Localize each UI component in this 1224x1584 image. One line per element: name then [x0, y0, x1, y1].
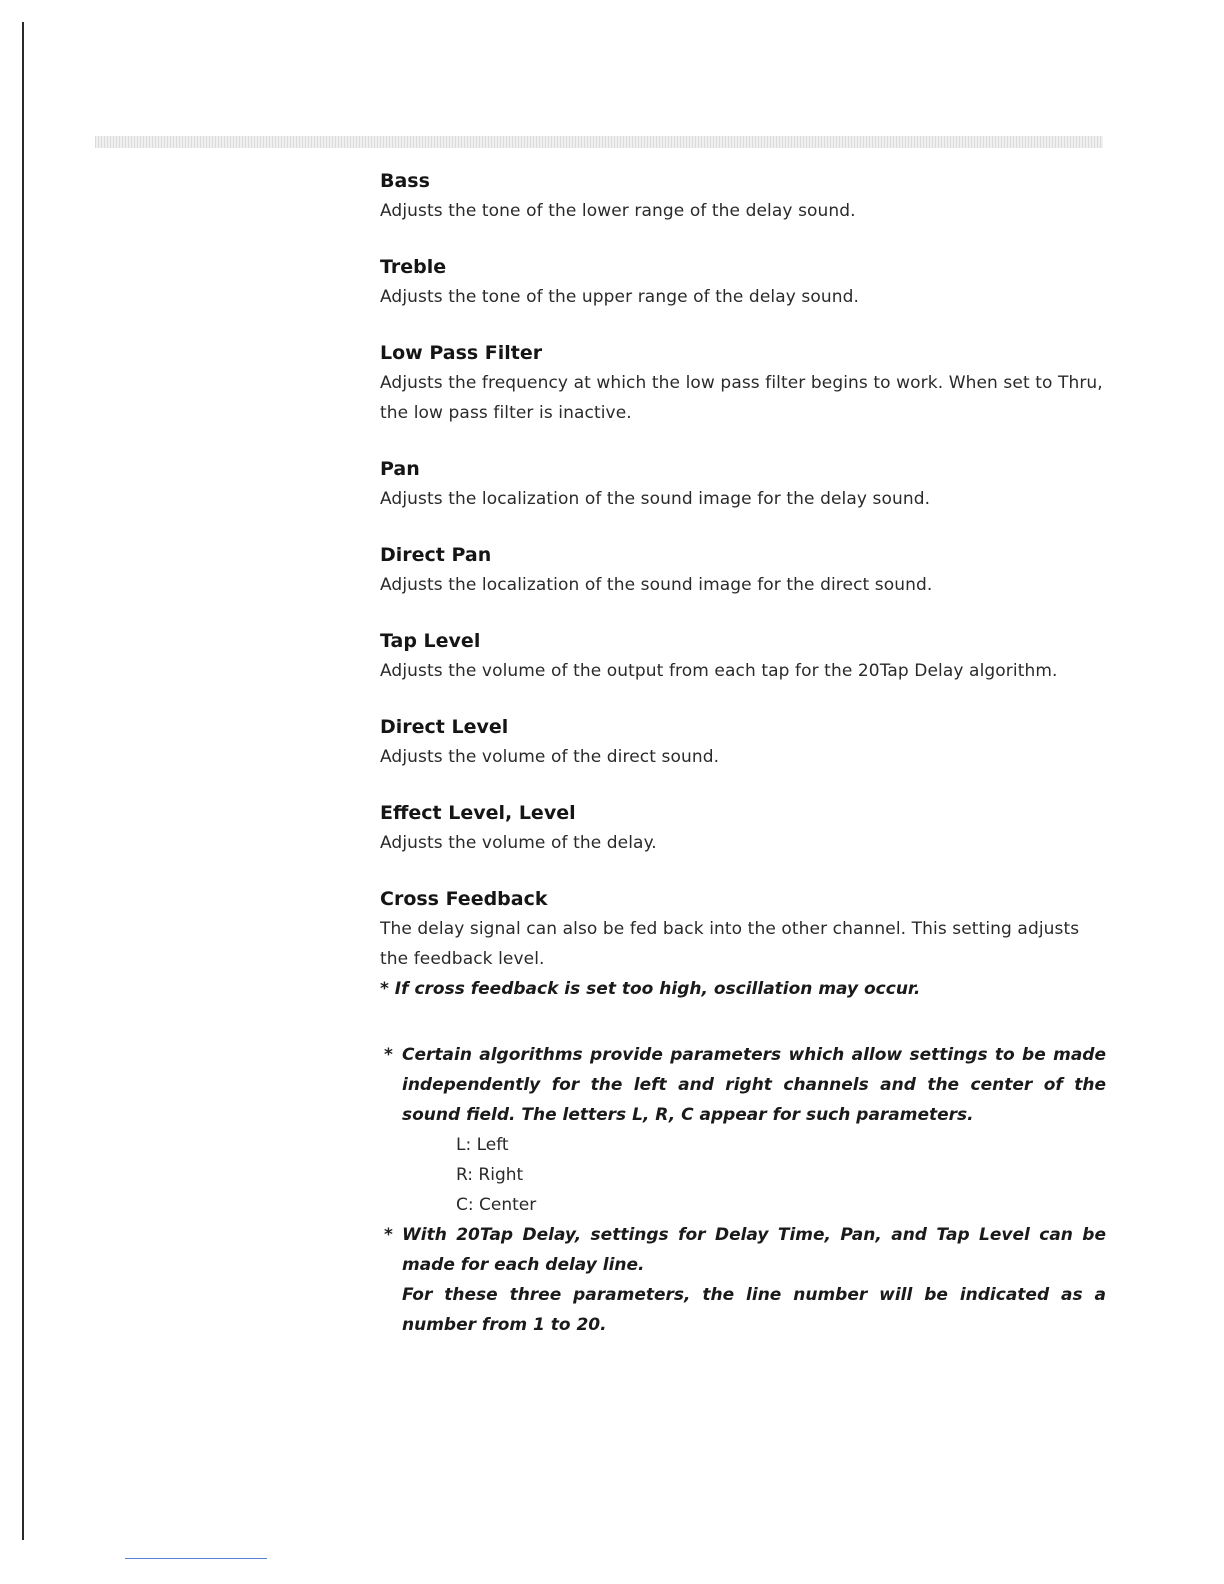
section-title: Cross Feedback: [380, 888, 548, 910]
header-band: [95, 136, 1103, 148]
section-title: Direct Level: [380, 716, 509, 738]
section-cross-feedback: [380, 886, 1106, 1004]
note-text-line-2: For these three parameters, the line number will be indicated as a number from 1 to 20.: [402, 1285, 1106, 1335]
note-item-20tap: [384, 1220, 1106, 1340]
section-pan: [380, 456, 1106, 514]
section-effect-level: [380, 800, 1106, 858]
legend-item-center: C: Center: [456, 1195, 537, 1215]
section-title: Bass: [380, 170, 430, 192]
page-content: [380, 168, 1106, 1340]
legend-item-right: R: Right: [456, 1165, 524, 1185]
section-treble: [380, 254, 1106, 312]
section-direct-level: [380, 714, 1106, 772]
section-body: Adjusts the volume of the direct sound.: [380, 747, 720, 767]
note-item-lcr: [384, 1040, 1106, 1130]
legend-item-left: L: Left: [456, 1135, 509, 1155]
footer-link-underline: [125, 1558, 267, 1559]
section-body: Adjusts the volume of the output from each tap for the 20Tap Delay algorithm.: [380, 661, 1058, 681]
section-tap-level: [380, 628, 1106, 686]
notes-block: [380, 1040, 1106, 1340]
section-body: Adjusts the tone of the lower range of the delay sound.: [380, 201, 856, 221]
bullet-asterisk: *: [384, 1045, 393, 1065]
bullet-asterisk: *: [384, 1225, 393, 1245]
section-title: Treble: [380, 256, 447, 278]
section-title: Pan: [380, 458, 420, 480]
warning-note: * If cross feedback is set too high, oscillation may occur.: [380, 979, 921, 999]
channel-legend: [456, 1130, 1106, 1220]
section-body: Adjusts the frequency at which the low pass filter begins to work. When set to Thru, the low pass filter is inactive.: [380, 373, 1103, 423]
note-text-line-1: With 20Tap Delay, settings for Delay Time, Pan, and Tap Level can be made for each delay line.: [402, 1225, 1106, 1275]
section-body: Adjusts the volume of the delay.: [380, 833, 657, 853]
note-text: [402, 1220, 1106, 1340]
section-title: Low Pass Filter: [380, 342, 543, 364]
section-body: Adjusts the tone of the upper range of the delay sound.: [380, 287, 859, 307]
section-title: Direct Pan: [380, 544, 492, 566]
section-body: The delay signal can also be fed back into the other channel. This setting adjusts the feedback level.: [380, 919, 1080, 969]
section-body: Adjusts the localization of the sound image for the delay sound.: [380, 489, 931, 509]
left-margin-rule: [22, 22, 24, 1540]
section-low-pass-filter: [380, 340, 1106, 428]
section-direct-pan: [380, 542, 1106, 600]
section-body: Adjusts the localization of the sound image for the direct sound.: [380, 575, 933, 595]
note-text: Certain algorithms provide parameters which allow settings to be made independently for the left and right channels and the center of the sound field. The letters L, R, C appear for such parameters.: [402, 1045, 1106, 1125]
section-title: Tap Level: [380, 630, 481, 652]
section-bass: [380, 168, 1106, 226]
section-title: Effect Level, Level: [380, 802, 576, 824]
